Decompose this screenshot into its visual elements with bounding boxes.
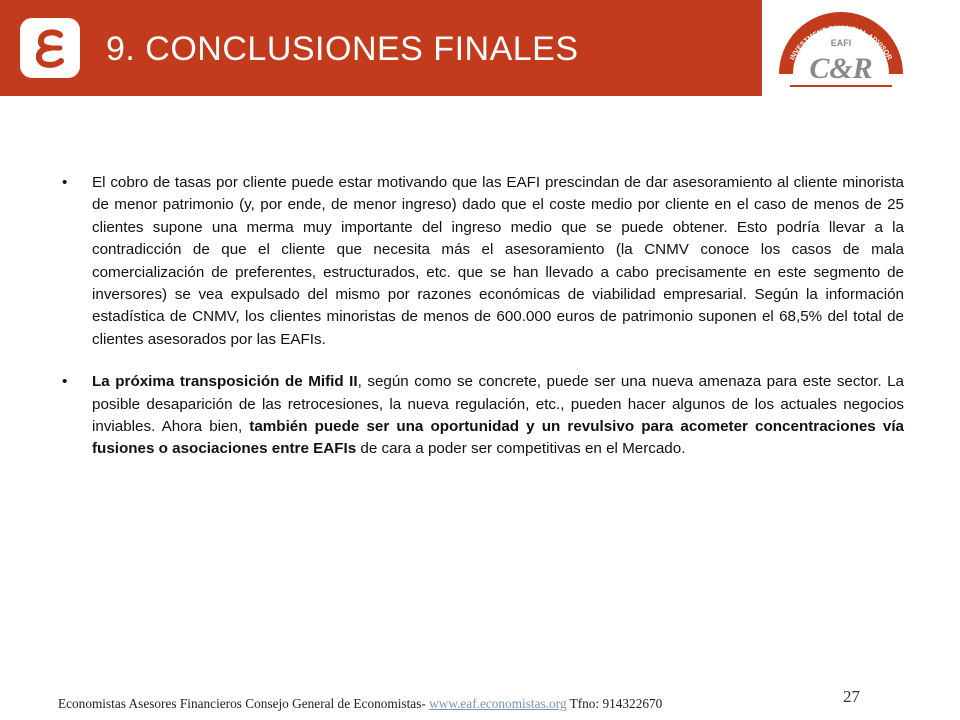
title-bar bbox=[0, 0, 762, 96]
footer-text: Economistas Asesores Financieros Consejo General de Economistas- bbox=[58, 696, 430, 711]
footer-link[interactable]: www.eaf.economistas.org bbox=[429, 696, 567, 711]
bullet-marker: • bbox=[62, 174, 68, 191]
paragraph-2-bold-2: también puede ser una oportunidad y un revulsivo para acometer concentraciones vía fusiones o asociaciones entre EAFIs bbox=[92, 418, 904, 458]
cr-eafi-logo bbox=[776, 6, 906, 96]
paragraph-2-bold-1: La próxima transposición de Mifid II bbox=[92, 373, 358, 391]
paragraph-2-text-2: de cara a poder ser competitivas en el Mercado. bbox=[356, 440, 686, 458]
paragraph-1: El cobro de tasas por cliente puede estar motivando que las EAFI prescindan de dar asesoramiento al cliente minorista de menor patrimonio (y, por ende, de menor ingreso) dado que el coste medio por cliente en el caso de menos de 25 clientes supone una merma muy importante del ingreso medio que se puede obtener. Esto podría llevar a la contradicción de que el cliente que necesita más el asesoramiento (la CNMV conoce los casos de mala comercialización de preferentes, estructurados, etc. que se han llevado a cabo precisamente en este segmento de inversores) se vea expulsado del mismo por razones económicas de viabilidad empresarial. Según la información estadística de CNMV, los clientes minoristas de menos de 600.000 euros de patrimonio suponen el 68,5% del total de clientes asesorados por las EAFIs. bbox=[92, 174, 904, 348]
paragraph-2-text-1: , según como se concrete, puede ser una nueva amenaza para este sector. La posible desaparición de las retrocesiones, la nueva regulación, etc., pueden hacer algunos de los actuales negocios inviables. Ahora bien, bbox=[92, 373, 904, 436]
bullet-item-2 bbox=[62, 371, 904, 461]
economistas-e-logo-icon bbox=[20, 18, 80, 78]
brand-eafi-text: EAFI bbox=[830, 38, 852, 48]
bullet-marker: • bbox=[62, 373, 68, 391]
bullet-item-1 bbox=[62, 172, 904, 351]
slide-body bbox=[62, 172, 904, 461]
brand-monogram-text: C&R bbox=[809, 52, 873, 85]
brand-arc-text: INVESTMENT FINANCIAL ADVISOR bbox=[789, 25, 893, 62]
page-number: 27 bbox=[843, 687, 860, 706]
footer-phone: Tfno: 914322670 bbox=[566, 696, 663, 711]
page-title: 9. CONCLUSIONES FINALES bbox=[106, 30, 579, 68]
footer bbox=[58, 696, 662, 712]
economistas-logo bbox=[20, 18, 80, 78]
